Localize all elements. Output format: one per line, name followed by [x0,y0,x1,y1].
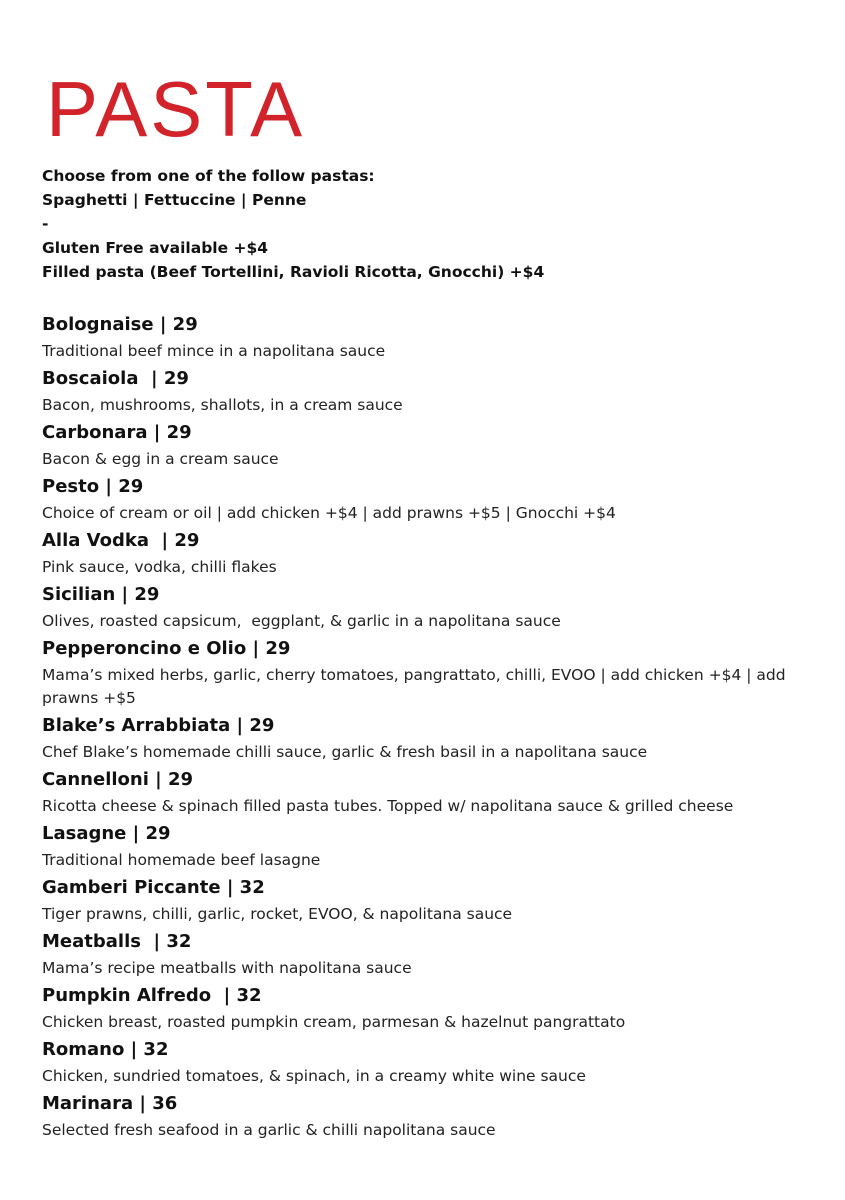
menu-item-name: Romano | 32 [42,1039,169,1060]
menu-item [42,1091,822,1142]
menu-item-name: Sicilian | 29 [42,584,160,605]
intro-line-pasta-types: Spaghetti | Fettuccine | Penne [42,191,307,209]
menu-item-description: Selected fresh seafood in a garlic & chilli napolitana sauce [42,1121,496,1139]
menu-item-description: Mama’s mixed herbs, garlic, cherry tomatoes, pangrattato, chilli, EVOO | add chicken +$4 | add prawns +$5 [42,666,791,707]
menu-item [42,636,822,710]
intro-line-separator: - [42,215,49,233]
menu-item-description: Chicken, sundried tomatoes, & spinach, in a creamy white wine sauce [42,1067,586,1085]
menu-item-name: Cannelloni | 29 [42,769,194,790]
menu-item-name: Blake’s Arrabbiata | 29 [42,715,275,736]
menu-item-description: Traditional homemade beef lasagne [42,851,321,869]
menu-item-name: Gamberi Piccante | 32 [42,877,265,898]
menu-item-description: Olives, roasted capsicum, eggplant, & garlic in a napolitana sauce [42,612,561,630]
menu-item [42,767,822,818]
menu-item-description: Chef Blake’s homemade chilli sauce, garlic & fresh basil in a napolitana sauce [42,743,648,761]
menu-item [42,713,822,764]
menu-item [42,582,822,633]
menu-item-description: Choice of cream or oil | add chicken +$4 | add prawns +$5 | Gnocchi +$4 [42,504,616,522]
menu-item-name: Alla Vodka | 29 [42,530,200,551]
menu-content [42,65,822,1145]
menu-item-name: Pepperoncino e Olio | 29 [42,638,291,659]
menu-item-name: Bolognaise | 29 [42,314,198,335]
menu-item [42,929,822,980]
menu-item [42,366,822,417]
menu-item-description: Bacon & egg in a cream sauce [42,450,279,468]
menu-item-name: Lasagne | 29 [42,823,171,844]
menu-item [42,1037,822,1088]
menu-item [42,312,822,363]
menu-item-description: Ricotta cheese & spinach filled pasta tubes. Topped w/ napolitana sauce & grilled cheese [42,797,734,815]
menu-item-list [42,312,822,1142]
menu-item-name: Meatballs | 32 [42,931,192,952]
page-title: PASTA [46,65,306,153]
menu-item-description: Chicken breast, roasted pumpkin cream, parmesan & hazelnut pangrattato [42,1013,626,1031]
pasta-options-intro [42,164,822,284]
menu-item-description: Pink sauce, vodka, chilli flakes [42,558,277,576]
intro-line-gluten-free: Gluten Free available +$4 [42,239,269,257]
intro-line-filled-pasta: Filled pasta (Beef Tortellini, Ravioli Ricotta, Gnocchi) +$4 [42,263,545,281]
menu-item [42,474,822,525]
menu-item-name: Carbonara | 29 [42,422,192,443]
menu-item-name: Pesto | 29 [42,476,144,497]
intro-line-choose: Choose from one of the follow pastas: [42,167,375,185]
menu-item-name: Marinara | 36 [42,1093,178,1114]
menu-item [42,528,822,579]
menu-item [42,821,822,872]
menu-item-description: Bacon, mushrooms, shallots, in a cream sauce [42,396,403,414]
menu-item [42,420,822,471]
menu-item-description: Traditional beef mince in a napolitana sauce [42,342,386,360]
menu-item-name: Boscaiola | 29 [42,368,189,389]
menu-item [42,875,822,926]
menu-item [42,983,822,1034]
menu-item-description: Mama’s recipe meatballs with napolitana sauce [42,959,412,977]
menu-item-name: Pumpkin Alfredo | 32 [42,985,262,1006]
menu-item-description: Tiger prawns, chilli, garlic, rocket, EVOO, & napolitana sauce [42,905,513,923]
